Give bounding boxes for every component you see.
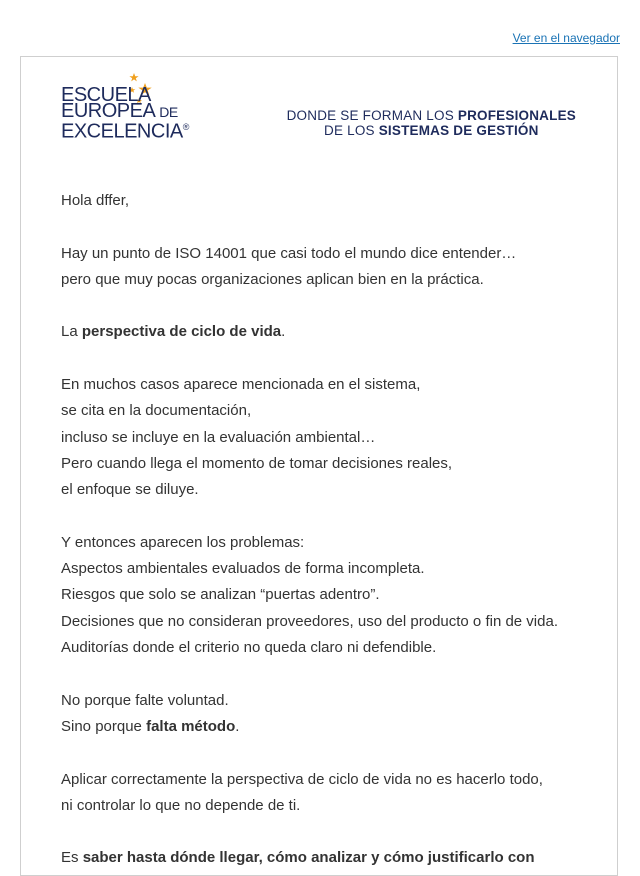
bold-text: falta método xyxy=(146,717,236,735)
paragraph-line: Hay un punto de ISO 14001 que casi todo el mundo dice entender… xyxy=(61,244,517,262)
tagline-line-1 xyxy=(287,108,576,123)
paragraph-line: ni controlar lo que no depende de ti. xyxy=(61,796,301,814)
email-body xyxy=(61,188,581,872)
logo-line-3-text: EXCELENCIA xyxy=(61,120,183,143)
tagline xyxy=(287,108,576,138)
paragraph-line: Auditorías donde el criterio no queda claro ni defendible. xyxy=(61,639,437,657)
email-header xyxy=(21,57,617,149)
text-span: Es xyxy=(61,849,83,867)
paragraph-line: En muchos casos aparece mencionada en el sistema, xyxy=(61,376,421,394)
logo-line-3 xyxy=(61,119,189,143)
paragraph-line: Pero cuando llega el momento de tomar decisiones reales, xyxy=(61,454,453,472)
text-span: . xyxy=(235,717,240,735)
paragraph-line: incluso se incluye en la evaluación ambiental… xyxy=(61,428,376,446)
paragraph-line xyxy=(61,845,581,871)
logo-line-2-text: EUROPEA xyxy=(61,100,155,122)
paragraph-line: pero que muy pocas organizaciones aplican bien en la práctica. xyxy=(61,270,484,288)
paragraph-line: Aplicar correctamente la perspectiva de ciclo de vida no es hacerlo todo, xyxy=(61,770,543,788)
greeting: Hola dffer, xyxy=(61,192,130,209)
paragraph-line: Aspectos ambientales evaluados de forma incompleta. xyxy=(61,560,425,578)
view-in-browser-link[interactable]: Ver en el navegador xyxy=(512,31,620,45)
paragraph-line xyxy=(61,319,581,345)
logo-line-2 xyxy=(61,100,178,122)
tagline-line-1-b: PROFESIONALES xyxy=(457,108,576,123)
tagline-line-2-a: DE LOS xyxy=(324,123,379,138)
paragraph-line xyxy=(61,714,581,740)
paragraph-line: No porque falte voluntad. xyxy=(61,691,229,709)
logo-line-1: ESCUELA xyxy=(61,84,151,106)
email-card xyxy=(20,56,618,876)
text-span: La xyxy=(61,323,82,341)
bold-text: perspectiva de ciclo de vida xyxy=(81,323,282,341)
paragraph-line: Y entonces aparecen los problemas: xyxy=(61,533,305,551)
text-span: . xyxy=(281,323,286,341)
paragraph-line: el enfoque se diluye. xyxy=(61,481,199,499)
tagline-line-1-a: DONDE SE FORMAN LOS xyxy=(286,108,458,123)
school-logo[interactable] xyxy=(61,71,211,141)
tagline-line-2 xyxy=(287,123,576,138)
paragraph-line: Riesgos que solo se analizan “puertas adentro”. xyxy=(61,586,380,604)
logo-line-2-de: DE xyxy=(159,104,178,120)
tagline-line-2-b: SISTEMAS DE GESTIÓN xyxy=(378,123,539,138)
registered-mark: ® xyxy=(182,122,189,132)
bold-text: saber hasta dónde llegar, cómo analizar y cómo justificarlo con xyxy=(82,849,535,867)
paragraph-line: Decisiones que no consideran proveedores, uso del producto o fin de vida. xyxy=(61,612,558,630)
paragraph-line: se cita en la documentación, xyxy=(61,402,252,420)
email-topbar xyxy=(0,0,640,56)
text-span: Sino porque xyxy=(61,717,147,735)
